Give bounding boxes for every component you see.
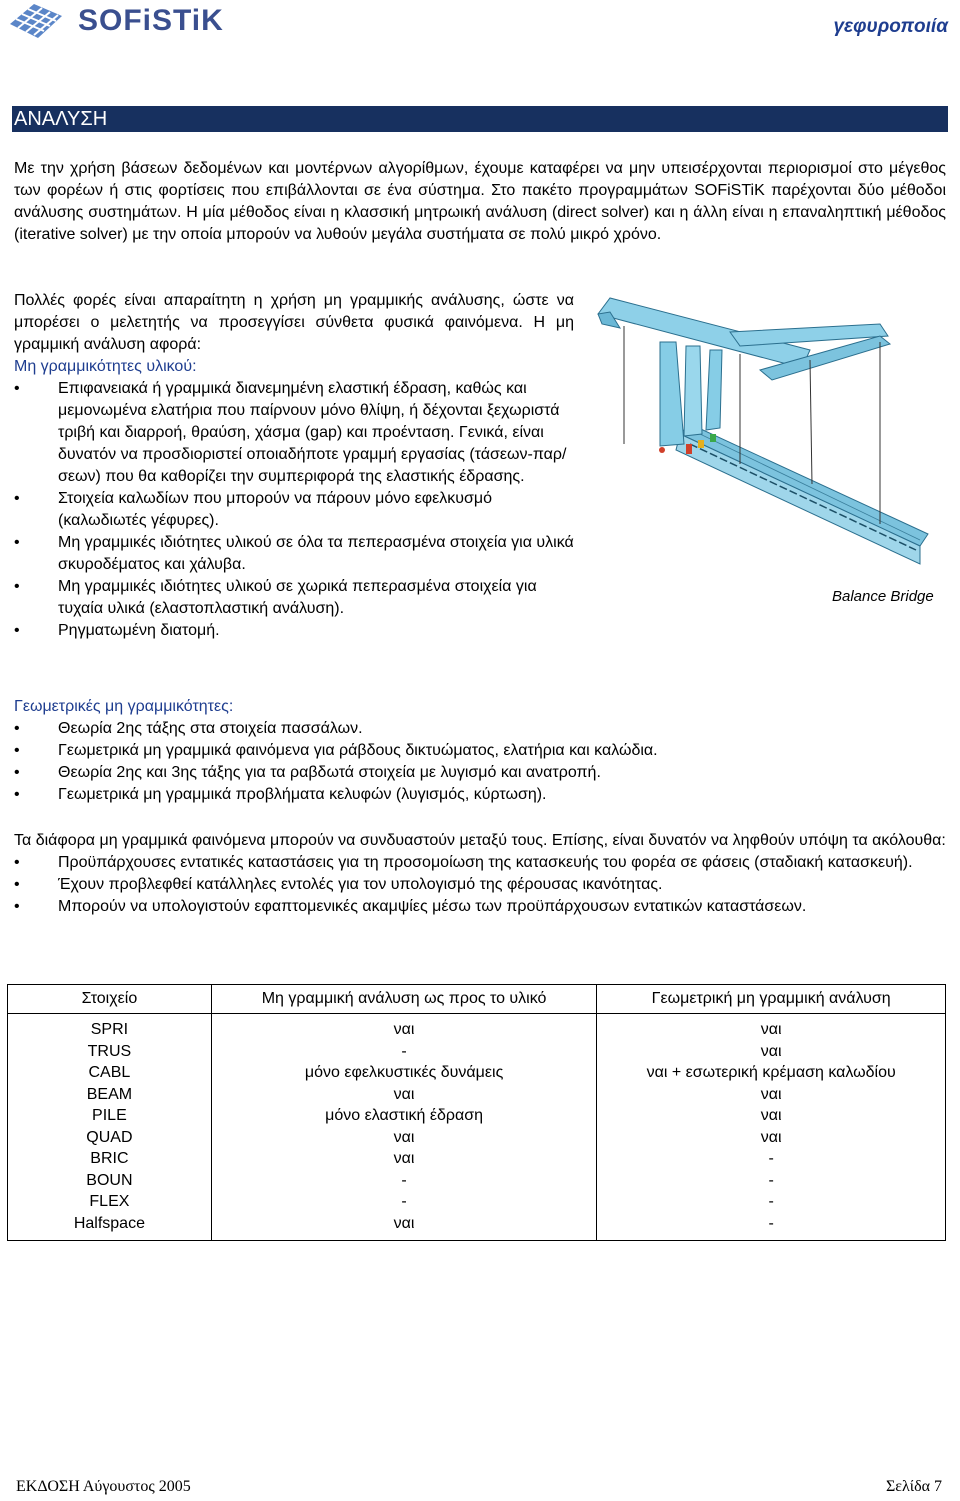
list-item: • Επιφανειακά ή γραμμικά διανεμημένη ελαστική έδραση, καθώς και μεμονωμένα ελατήρια που παίρνουν μόνο θλίψη, ή δέχονται ξεχωριστά τριβή και διαρροή, θραύση, χάσμα (gap) και προένταση. Γενικά, είναι δυνατόν να προσδιοριστεί οποιαδήποτε γραμμή εργασίας (τάσεων-παρ/σεων) που θα καθορίζει την συμπεριφορά της ελαστικής έδρασης. (14, 378, 574, 488)
list-item: • Στοιχεία καλωδίων που μπορούν να πάρουν μόνο εφελκυσμό (καλωδιωτές γέφυρες). (14, 488, 574, 532)
cell-value: - (768, 1214, 774, 1232)
list-item: • Μπορούν να υπολογιστούν εφαπτομενικές ακαμψίες μέσω των προϋπάρχουσων εντατικών καταστάσεων. (14, 896, 946, 918)
balance-bridge-figure (580, 284, 950, 584)
list-item: • Θεωρία 2ης τάξης στα στοιχεία πασσάλων. (14, 718, 946, 740)
material-column (211, 1014, 597, 1241)
combination-list (14, 852, 946, 918)
cell-value: CABL (88, 1064, 131, 1081)
intro-paragraph: Με την χρήση βάσεων δεδομένων και μοντέρνων αλγορίθμων, έχουμε καταφέρει να μην υπεισέρχονται περιορισμοί στο μέγεθος των φορέων ή στις φορτίσεις που επιβάλλονται σε ένα σύστημα. Στο πακέτο προγραμμάτων SOFiSTiK παρέχονται δύο μέθοδοι ανάλυσης συστημάτων. Η μία μέθοδος είναι η κλασσική μητρωική ανάλυση (direct solver) και η άλλη είναι η επαναληπτική μέθοδος (iterative solver) με την οποία μπορούν να λυθούν μεγάλα συστήματα σε πολύ μικρό χρόνο. (14, 160, 946, 243)
column-header: Στοιχείο (8, 985, 212, 1014)
element-column (8, 1014, 212, 1241)
column-header: Γεωμετρική μη γραμμική ανάλυση (597, 985, 946, 1014)
footer-edition: ΕΚΔΟΣΗ Αύγουστος 2005 (16, 1478, 191, 1495)
cell-value: μόνο εφελκυστικές δυνάμεις (304, 1064, 504, 1081)
geometric-heading: Γεωμετρικές μη γραμμικότητες: (14, 698, 234, 715)
section-title: ΑΝΑΛΥΣΗ (12, 106, 948, 132)
analysis-table (7, 984, 946, 1241)
column-header: Μη γραμμική ανάλυση ως προς το υλικό (211, 985, 597, 1014)
list-item: • Θεωρία 2ης και 3ης τάξης για τα ραβδωτά στοιχεία με λυγισμό και ανατροπή. (14, 762, 946, 784)
nonlinear-intro: Πολλές φορές είναι απαραίτητη η χρήση μη γραμμικής ανάλυσης, ώστε να μπορέσει ο μελετητής να προσεγγίσει σύνθετα φυσικά φαινόμενα. Η μη γραμμική ανάλυση αφορά: (14, 292, 574, 353)
list-item: • Γεωμετρικά μη γραμμικά φαινόμενα για ράβδους δικτυώματος, ελατήρια και καλώδια. (14, 740, 946, 762)
cell-value: ναι (393, 1021, 415, 1038)
cell-value: ναι (393, 1150, 415, 1167)
cell-value: ναι (393, 1214, 415, 1232)
page-header (0, 0, 960, 50)
cell-value: ναι (760, 1042, 782, 1060)
cell-value: BRIC (90, 1150, 129, 1167)
cell-value: - (401, 1171, 407, 1189)
list-item: • Έχουν προβλεφθεί κατάλληλες εντολές για τον υπολογισμό της φέρουσας ικανότητας. (14, 874, 946, 896)
material-section (14, 290, 574, 642)
table-row (8, 1014, 946, 1241)
cell-value: ναι (760, 1021, 782, 1038)
cell-value: ναι (393, 1128, 415, 1146)
cell-value: ναι (760, 1128, 782, 1146)
cell-value: - (768, 1171, 774, 1189)
cell-value: μόνο ελαστική έδραση (325, 1107, 483, 1124)
cell-value: QUAD (86, 1128, 133, 1146)
header-category: γεφυροποιία (833, 16, 948, 37)
logo-text: SOFiSTiK (78, 4, 224, 37)
figure-caption: Balance Bridge (832, 588, 934, 605)
list-item: • Γεωμετρικά μη γραμμικά προβλήματα κελυφών (λυγισμός, κύρτωση). (14, 784, 946, 806)
list-item: • Προϋπάρχουσες εντατικές καταστάσεις για τη προσομοίωση της κατασκευής του φορέα σε φάσεις (σταδιακή κατασκευή). (14, 852, 946, 874)
cell-value: ναι + εσωτερική κρέμαση καλωδίου (646, 1064, 896, 1081)
cell-value: PILE (92, 1107, 127, 1124)
cell-value: - (768, 1193, 774, 1210)
table-header-row (8, 985, 946, 1014)
list-item: • Μη γραμμικές ιδιότητες υλικού σε χωρικά πεπερασμένα στοιχεία για τυχαία υλικά (ελαστοπλαστική ανάλυση). (14, 576, 574, 620)
combination-section (14, 830, 946, 918)
cell-value: Halfspace (73, 1214, 145, 1232)
geometric-list (14, 718, 946, 806)
geometric-section (14, 696, 946, 806)
list-item: • Μη γραμμικές ιδιότητες υλικού σε όλα τα πεπερασμένα στοιχεία για υλικά σκυροδέματος και χάλυβα. (14, 532, 574, 576)
cell-value: TRUS (87, 1042, 132, 1060)
cell-value: BEAM (86, 1085, 133, 1103)
cell-value: FLEX (89, 1193, 130, 1210)
cell-value: SPRI (90, 1021, 129, 1038)
combination-paragraph: Τα διάφορα μη γραμμικά φαινόμενα μπορούν να συνδυαστούν μεταξύ τους. Επίσης, είναι δυνατόν να ληφθούν υπόψη τα ακόλουθα: (14, 832, 946, 849)
list-item: • Ρηγματωμένη διατομή. (14, 620, 574, 642)
cell-value: ναι (760, 1107, 782, 1124)
material-heading: Μη γραμμικότητες υλικού: (14, 358, 197, 375)
cell-value: - (768, 1150, 774, 1167)
material-list (14, 378, 574, 642)
intro-section (14, 158, 946, 246)
cell-value: ναι (393, 1085, 415, 1103)
cell-value: BOUN (86, 1171, 133, 1189)
footer-page-number: Σελίδα 7 (885, 1478, 942, 1495)
cell-value: - (401, 1042, 407, 1060)
geometric-column (597, 1014, 946, 1241)
cell-value: - (401, 1193, 407, 1210)
cell-value: ναι (760, 1085, 782, 1103)
